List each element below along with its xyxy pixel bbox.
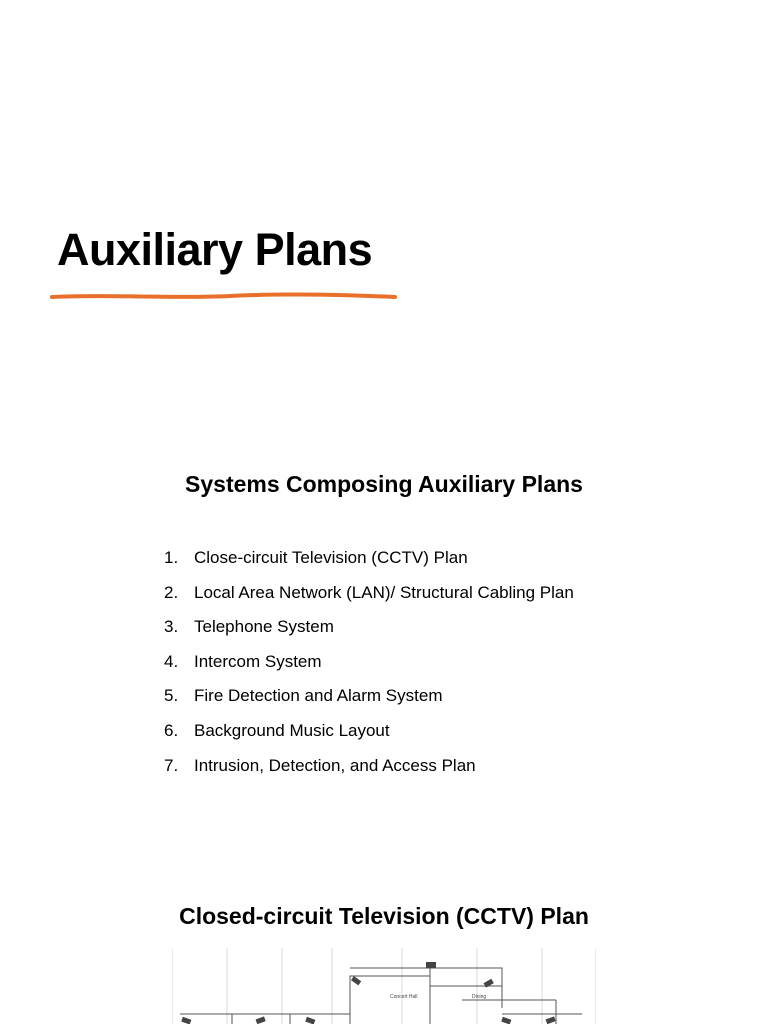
list-number: 4. — [164, 651, 179, 671]
cctv-floor-plan — [172, 948, 596, 1024]
list-item-label: Telephone System — [194, 617, 334, 637]
list-item — [164, 684, 574, 719]
list-item — [164, 581, 574, 616]
systems-heading: Systems Composing Auxiliary Plans — [185, 471, 583, 497]
list-item-label: Fire Detection and Alarm System — [194, 686, 443, 706]
cctv-camera-icon — [351, 976, 361, 985]
cctv-camera-icon — [501, 1017, 511, 1024]
list-item-label: Local Area Network (LAN)/ Structural Cabling Plan — [194, 582, 574, 602]
list-item — [164, 650, 574, 685]
cctv-camera-icon — [305, 1017, 315, 1024]
list-item-label: Background Music Layout — [194, 720, 390, 740]
list-item-label: Close-circuit Television (CCTV) Plan — [194, 548, 468, 567]
list-number: 6. — [164, 720, 179, 740]
cctv-heading: Closed-circuit Television (CCTV) Plan — [179, 903, 589, 929]
title-underline — [50, 291, 398, 303]
list-number: 1. — [164, 548, 179, 567]
cctv-camera-icon — [426, 962, 436, 968]
list-number: 5. — [164, 686, 179, 706]
list-item — [164, 615, 574, 650]
list-item-label: Intercom System — [194, 651, 322, 671]
page-title: Auxiliary Plans — [57, 224, 373, 275]
list-item — [164, 546, 574, 581]
room-label: Concert Hall — [390, 994, 418, 1000]
list-item — [164, 754, 574, 789]
room-label: Dining — [472, 994, 487, 1000]
list-number: 3. — [164, 617, 179, 637]
systems-list — [164, 546, 574, 788]
cctv-camera-icon — [256, 1016, 266, 1024]
list-number: 7. — [164, 755, 179, 775]
list-item — [164, 719, 574, 754]
cctv-camera-icon — [546, 1016, 556, 1024]
list-number: 2. — [164, 582, 179, 602]
list-item-label: Intrusion, Detection, and Access Plan — [194, 755, 476, 775]
cctv-camera-icon — [181, 1017, 191, 1024]
